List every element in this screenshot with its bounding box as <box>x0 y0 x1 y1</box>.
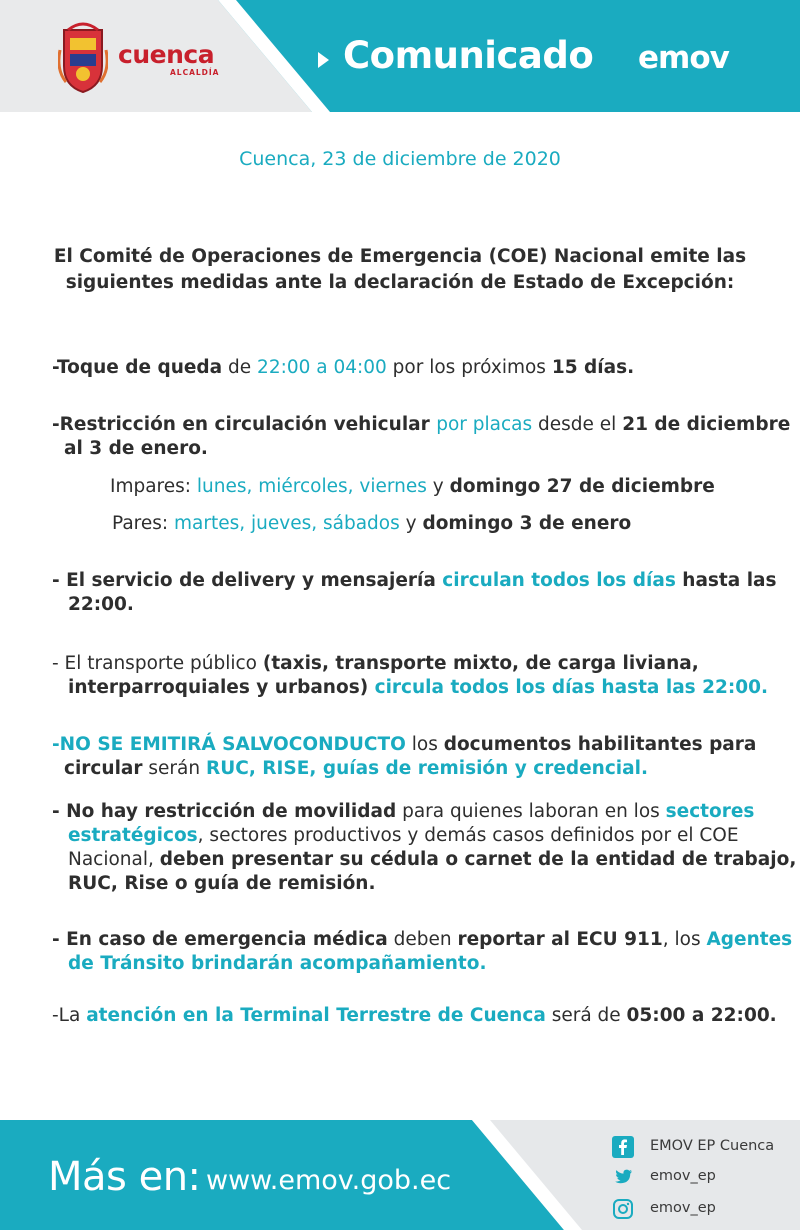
facebook-handle: EMOV EP Cuenca <box>650 1138 775 1154</box>
text-segment: (taxis, transporte mixto, de carga liviana, <box>262 653 699 674</box>
text-segment: 15 días. <box>551 357 635 378</box>
text-segment: será de <box>545 1005 627 1026</box>
emov-logo: emov <box>638 40 729 76</box>
text-segment: martes, jueves, sábados <box>174 513 400 534</box>
text-segment: y <box>399 513 423 534</box>
measure-medical-emergency <box>52 928 792 976</box>
text-segment: , sectores productivos y demás casos definidos por el COE <box>197 825 739 846</box>
text-segment: 22:00. <box>68 594 134 615</box>
text-segment: sectores <box>665 801 755 822</box>
coat-of-arms-icon <box>58 20 108 96</box>
text-segment: circula todos los días hasta las 22:00. <box>374 677 769 698</box>
text-segment: los <box>405 734 444 755</box>
text-segment: Agentes <box>706 929 793 950</box>
text-segment: 21 de diciembre <box>622 414 791 435</box>
measure-curfew <box>52 356 634 380</box>
text-segment: , los <box>662 929 707 950</box>
instagram-icon <box>612 1198 634 1220</box>
text-segment: -NO SE EMITIRÁ SALVOCONDUCTO <box>52 734 406 755</box>
measure-transport <box>52 652 768 700</box>
facebook-icon <box>612 1136 634 1158</box>
measure-plates-even <box>112 512 631 536</box>
text-segment: - El servicio de delivery y mensajería <box>52 570 443 591</box>
instagram-handle: emov_ep <box>650 1200 716 1216</box>
header-banner <box>0 0 800 112</box>
measure-plates <box>52 413 790 461</box>
text-segment: 05:00 a 22:00. <box>626 1005 777 1026</box>
text-segment: -Toque de queda <box>52 357 223 378</box>
text-segment: atención en la Terminal Terrestre de Cuenca <box>86 1005 546 1026</box>
text-segment: -Restricción en circulación vehicular <box>52 414 437 435</box>
text-segment: deben presentar su cédula o carnet de la entidad de trabajo, <box>159 849 797 870</box>
city-logo-text: cuenca <box>118 40 215 69</box>
twitter-icon <box>612 1166 634 1188</box>
intro-line-2: siguientes medidas ante la declaración de Estado de Excepción: <box>65 272 735 293</box>
text-segment: hasta las <box>675 570 777 591</box>
text-segment: reportar al ECU 911 <box>457 929 663 950</box>
text-segment: domingo 3 de enero <box>422 513 632 534</box>
text-segment: lunes, miércoles, viernes <box>196 476 427 497</box>
play-icon <box>318 52 329 68</box>
intro-heading <box>40 244 760 296</box>
text-segment: domingo 27 de diciembre <box>449 476 715 497</box>
text-segment: al 3 de enero. <box>64 438 208 459</box>
text-segment: deben <box>387 929 458 950</box>
text-segment: por los próximos <box>386 357 552 378</box>
intro-line-1: El Comité de Operaciones de Emergencia (COE) Nacional emite las <box>53 246 747 267</box>
text-segment: de Tránsito brindarán acompañamiento. <box>68 953 487 974</box>
text-segment: de <box>222 357 258 378</box>
footer-banner <box>0 1120 800 1230</box>
text-segment: desde el <box>532 414 623 435</box>
text-segment: RUC, RISE, guías de remisión y credencial. <box>205 758 648 779</box>
text-segment: circular <box>64 758 143 779</box>
measure-plates-odd <box>110 475 715 499</box>
date-line: Cuenca, 23 de diciembre de 2020 <box>239 148 561 170</box>
city-logo-subtitle: ALCALDÍA <box>170 68 220 77</box>
text-segment: serán <box>142 758 206 779</box>
website-link[interactable]: www.emov.gob.ec <box>206 1165 452 1196</box>
measure-safe-conduct <box>52 733 756 781</box>
page-title: Comunicado <box>343 34 594 77</box>
measure-terminal <box>52 1004 777 1028</box>
text-segment: - En caso de emergencia médica <box>52 929 388 950</box>
text-segment: por placas <box>436 414 533 435</box>
measure-delivery <box>52 569 777 617</box>
text-segment: Impares: <box>110 476 197 497</box>
text-segment: y <box>426 476 450 497</box>
twitter-handle: emov_ep <box>650 1168 716 1184</box>
more-info-label: Más en: <box>48 1154 201 1200</box>
text-segment: para quienes laboran en los <box>396 801 666 822</box>
text-segment: - No hay restricción de movilidad <box>52 801 397 822</box>
text-segment: Nacional, <box>68 849 160 870</box>
text-segment: RUC, Rise o guía de remisión. <box>68 873 376 894</box>
text-segment: circulan todos los días <box>442 570 676 591</box>
text-segment: - El transporte público <box>52 653 263 674</box>
text-segment: 22:00 a 04:00 <box>257 357 387 378</box>
measure-mobility <box>52 800 796 896</box>
text-segment: -La <box>52 1005 87 1026</box>
text-segment: Pares: <box>112 513 174 534</box>
text-segment: estratégicos <box>68 825 198 846</box>
text-segment: interparroquiales y urbanos) <box>68 677 375 698</box>
text-segment: documentos habilitantes para <box>443 734 757 755</box>
